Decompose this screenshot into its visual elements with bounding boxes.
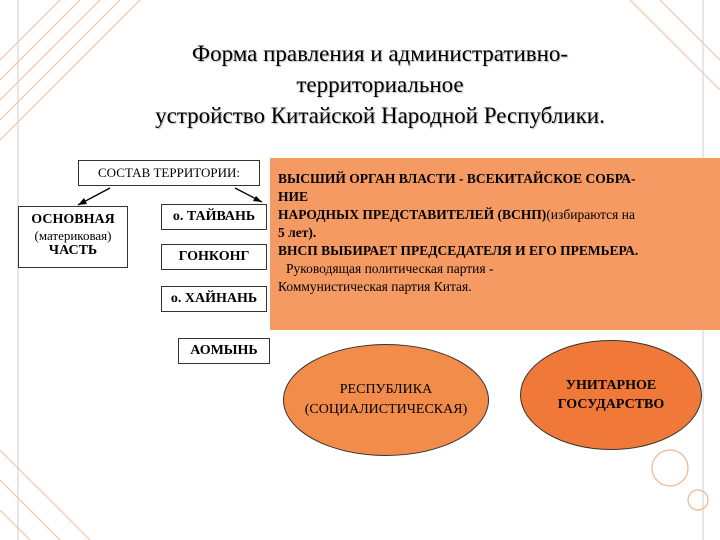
corner-line — [630, 0, 720, 90]
page-title — [120, 38, 640, 131]
corner-line — [660, 0, 720, 60]
mainland-line: (материковая) — [34, 228, 112, 243]
corner-line — [0, 0, 60, 60]
power-line: НАРОДНЫХ ПРЕДСТАВИТЕЛЕЙ (ВСНП) — [278, 207, 547, 222]
arrow-head-icon — [78, 198, 87, 205]
corner-line — [0, 480, 60, 540]
mainland-box — [18, 206, 128, 268]
mainland-line: ЧАСТЬ — [48, 243, 98, 258]
power-line-wrap — [278, 207, 635, 222]
mainland-line: ОСНОВНАЯ — [31, 212, 115, 227]
power-line: ВНСП ВЫБИРАЕТ ПРЕДСЕДАТЕЛЯ И ЕГО ПРЕМЬЕРА. — [278, 243, 639, 258]
corner-line — [0, 0, 140, 140]
deco-circle — [652, 450, 688, 486]
title-line: устройство Китайской Народной Республики. — [155, 103, 605, 128]
power-line: 5 лет). — [278, 225, 317, 240]
unitary-line: УНИТАРНОЕ — [565, 378, 657, 393]
corner-line — [0, 0, 80, 80]
power-line: Руководящая политическая партия - — [286, 261, 494, 276]
corner-line — [0, 0, 100, 100]
title-line: Форма правления и административно- — [191, 41, 569, 66]
corner-line — [0, 450, 90, 540]
hongkong-box: ГОНКОНГ — [161, 244, 267, 270]
corner-line — [0, 510, 30, 540]
territory-header: СОСТАВ ТЕРРИТОРИИ: — [78, 160, 260, 186]
unitary-ellipse — [520, 340, 702, 450]
power-note: (избираются на — [546, 207, 635, 222]
hainan-box: о. ХАЙНАНЬ — [161, 286, 267, 312]
taiwan-box: о. ТАЙВАНЬ — [161, 204, 267, 230]
republic-ellipse — [283, 344, 489, 456]
republic-line: (СОЦИАЛИСТИЧЕСКАЯ) — [304, 402, 468, 417]
republic-line: РЕСПУБЛИКА — [339, 382, 433, 397]
title-line: территориальное — [296, 72, 464, 97]
unitary-line: ГОСУДАРСТВО — [557, 397, 665, 412]
power-line: НИЕ — [278, 189, 309, 204]
republic-label — [305, 380, 467, 420]
power-panel — [270, 158, 720, 330]
unitary-label — [558, 376, 665, 414]
power-line: Коммунистическая партия Китая. — [278, 279, 472, 294]
macao-box: АОМЫНЬ — [178, 338, 270, 364]
arrow-head-icon — [253, 196, 262, 202]
deco-circle — [688, 490, 708, 510]
power-line: ВЫСШИЙ ОРГАН ВЛАСТИ - ВСЕКИТАЙСКОЕ СОБРА- — [278, 171, 636, 186]
